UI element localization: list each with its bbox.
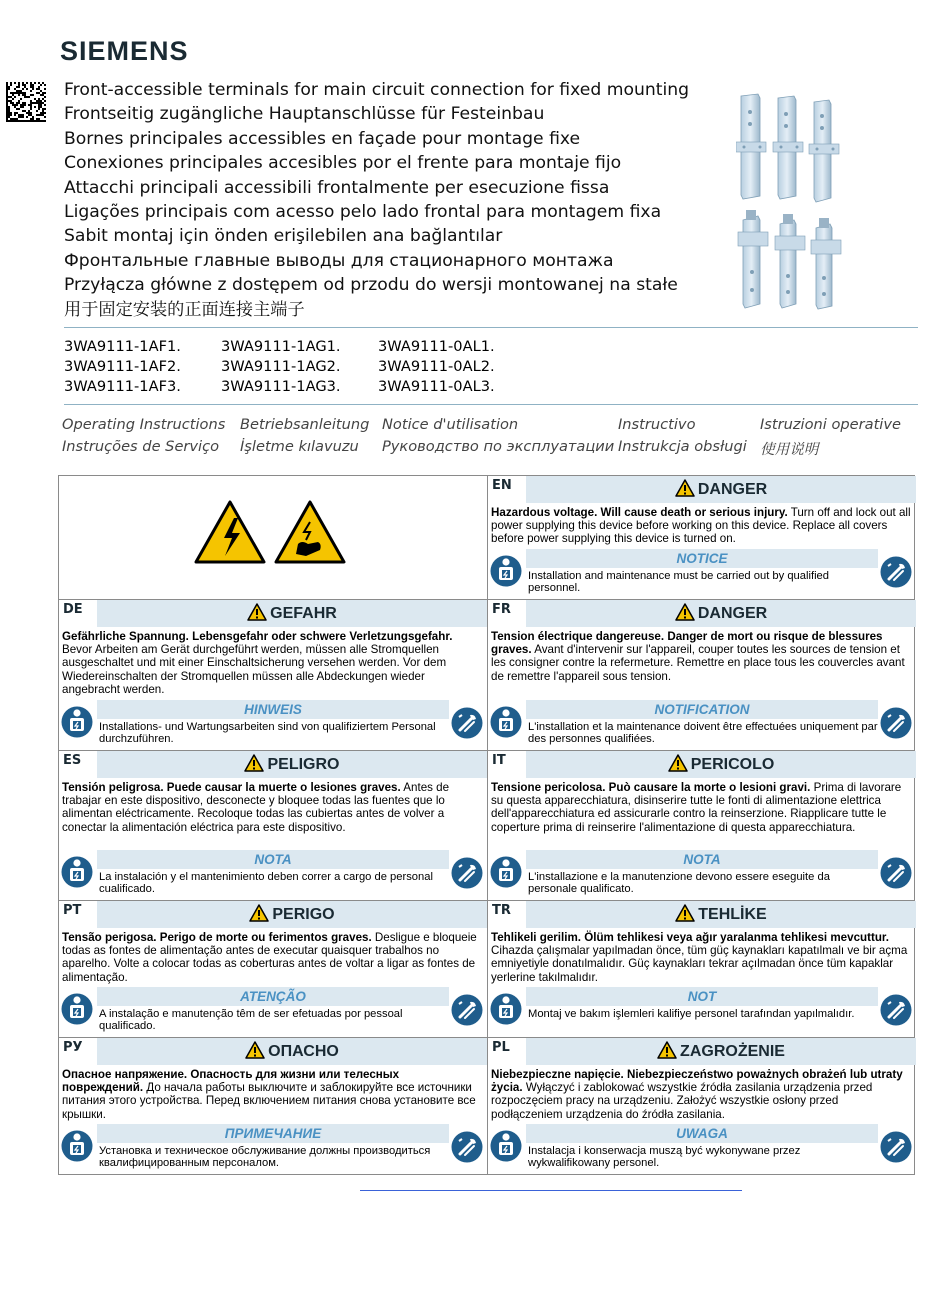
notice-text: Montaj ve bakım işlemleri kalifiye personel tarafından yapılmalıdır. <box>528 1008 855 1020</box>
hazard-statement: Tensión peligrosa. Puede causar la muerte o lesiones graves. <box>62 781 401 794</box>
article-number: 3WA9111-0AL3. <box>378 378 495 395</box>
language-code: TR <box>492 903 511 918</box>
hazard-instructions: Avant d'intervenir sur l'appareil, couper toutes les sources de tension et les consigner contre la refermeture. Remettre en place tous les couvercles avant de remettre l'appareil sous tension. <box>491 643 905 683</box>
article-number: 3WA9111-1AG3. <box>221 378 341 395</box>
notice-text: La instalación y el mantenimiento deben correr a cargo de personal cualificado. <box>99 871 433 896</box>
instruction-label: Instructivo <box>618 416 696 433</box>
hazard-instructions: Wyłączyć i zablokować wszystkie źródła zasilania urządzenia przed rozpoczęciem pracy na urządzeniu. Założyć wszystkie osłony przed podłączeniem urządzenia do źródła zasilania. <box>491 1081 873 1121</box>
terminal-product-illustration <box>736 92 846 310</box>
qualified-personnel-icon <box>490 991 522 1027</box>
signal-word-header <box>97 600 487 627</box>
hazard-text <box>62 931 483 984</box>
signal-word-header <box>97 901 487 928</box>
hazard-instructions: Turn off and lock out all power supplying this device before working on this device. Replace all covers before power supplying this device is turned on. <box>491 506 911 546</box>
signal-word: ОПАСНО <box>268 1043 339 1060</box>
notice-text: Installation and maintenance must be carried out by qualified personnel. <box>528 570 830 595</box>
notice-row <box>488 700 916 745</box>
hazard-text <box>62 781 483 834</box>
qualified-personnel-icon <box>490 704 522 740</box>
notice-header: HINWEIS <box>97 700 449 719</box>
maintenance-tool-icon <box>451 994 483 1026</box>
maintenance-tool-icon <box>451 707 483 739</box>
signal-word-header <box>97 1038 487 1065</box>
signal-word: PELIGRO <box>267 756 340 773</box>
signal-word-header <box>526 751 916 778</box>
qualified-personnel-icon <box>490 1128 522 1164</box>
hazard-statement: Tension électrique dangereuse. Danger de mort ou risque de blessures graves. <box>491 630 883 657</box>
notice-row <box>488 987 916 1032</box>
language-code: ES <box>63 753 82 768</box>
safety-cell-pl <box>488 1038 916 1174</box>
notice-row <box>59 987 487 1032</box>
safety-cell-pt <box>59 901 487 1037</box>
qualified-personnel-icon <box>61 854 93 890</box>
notice-row <box>59 1124 487 1169</box>
notice-header: NOTA <box>526 850 878 869</box>
notice-row <box>488 549 916 594</box>
warning-triangle-icon <box>245 1041 265 1059</box>
warning-triangle-icon <box>675 479 695 497</box>
warning-triangle-icon <box>249 904 269 922</box>
maintenance-tool-icon <box>880 707 912 739</box>
maintenance-tool-icon <box>451 1131 483 1163</box>
signal-word: PERIGO <box>272 906 335 923</box>
title-zh: 用于固定安装的正面连接主端子 <box>64 299 305 320</box>
title-ru: Фронтальные главные выводы для стационарного монтажа <box>64 250 614 271</box>
maintenance-tool-icon <box>451 857 483 889</box>
warning-symbols-cell <box>59 476 487 599</box>
signal-word: PERICOLO <box>690 756 775 773</box>
hazard-text <box>491 506 912 546</box>
language-code: DE <box>63 602 83 617</box>
language-code: EN <box>492 478 512 493</box>
safety-cell-en <box>488 476 916 599</box>
article-number: 3WA9111-1AG1. <box>221 338 341 355</box>
hazard-statement: Tensione pericolosa. Può causare la morte o lesioni gravi. <box>491 781 811 794</box>
instruction-label: İşletme kılavuzu <box>240 438 359 455</box>
qualified-personnel-icon <box>61 704 93 740</box>
language-code: IT <box>492 753 506 768</box>
warning-triangle-icon <box>675 603 695 621</box>
safety-notice-table <box>58 475 915 1175</box>
instruction-label: Instruções de Serviço <box>62 438 220 455</box>
signal-word: ZAGROŻENIE <box>680 1043 785 1060</box>
title-pt: Ligações principais com acesso pelo lado frontal para montagem fixa <box>64 202 662 223</box>
warning-triangle-icon <box>668 754 688 772</box>
instruction-label: Istruzioni operative <box>760 416 901 433</box>
product-title-list <box>64 78 689 322</box>
title-it: Attacchi principali accessibili frontalmente per esecuzione fissa <box>64 177 610 198</box>
safety-cell-fr <box>488 600 916 750</box>
instruction-label: Руководство по эксплуатации <box>382 438 615 455</box>
divider <box>64 327 918 328</box>
instruction-label: Notice d'utilisation <box>382 416 519 433</box>
electrical-hazard-warning-icon <box>194 500 346 564</box>
safety-cell-de <box>59 600 487 750</box>
hazard-statement: Niebezpieczne napięcie. Niebezpieczeństwo poważnych obrażeń lub utraty życia. <box>491 1068 903 1095</box>
article-number: 3WA9111-1AF2. <box>64 358 181 375</box>
signal-word: TEHLİKE <box>698 906 767 923</box>
notice-row <box>59 850 487 895</box>
signal-word-header <box>526 901 916 928</box>
notice-text: A instalação e manutenção têm de ser efetuadas por pessoal qualificado. <box>99 1008 403 1033</box>
hazard-statement: Опасное напряжение. Опасность для жизни или телесных повреждений. <box>62 1068 400 1095</box>
title-fr: Bornes principales accessibles en façade pour montage fixe <box>64 128 581 149</box>
warning-triangle-icon <box>247 603 267 621</box>
title-tr: Sabit montaj için önden erişilebilen ana bağlantılar <box>64 226 503 247</box>
hazard-statement: Tensão perigosa. Perigo de morte ou ferimentos graves. <box>62 931 372 944</box>
hazard-instructions: Antes de trabajar en este dispositivo, desconecte y bloquee todas las fuentes que lo alimentan eléctricamente. Recoloque todas las cubiertas antes de volver a conectar la alimentación eléctrica para este dispositivo. <box>62 781 450 834</box>
hazard-instructions: Desligue e bloqueie todas as fontes de alimentação antes de executar quaisquer trabalhos no aparelho. Volte a colocar todas as coberturas antes de voltar a ligar as fontes de alimentação. <box>62 931 477 984</box>
hazard-statement: Hazardous voltage. Will cause death or serious injury. <box>491 506 788 519</box>
warning-triangle-icon <box>675 904 695 922</box>
notice-header: NOTIFICATION <box>526 700 878 719</box>
hazard-text <box>491 781 912 834</box>
instruction-label: Instrukcja obsługi <box>618 438 747 455</box>
hazard-instructions: Prima di lavorare su questa apparecchiatura, disinserire tutte le fonti di alimentazione elettrica dell'apparecchiatura ed assicurarle contro la reinserzione. Riapplicare tutte le coperture prima di reinserire l'alimentazione di questa apparecchiatura. <box>491 781 902 834</box>
notice-header: ПРИМЕЧАНИЕ <box>97 1124 449 1143</box>
notice-row <box>59 700 487 745</box>
maintenance-tool-icon <box>880 556 912 588</box>
maintenance-tool-icon <box>880 857 912 889</box>
signal-word-header <box>526 476 916 503</box>
language-code: PL <box>492 1040 510 1055</box>
article-number: 3WA9111-0AL2. <box>378 358 495 375</box>
notice-header: UWAGA <box>526 1124 878 1143</box>
notice-text: Installations- und Wartungsarbeiten sind von qualifiziertem Personal durchzuführen. <box>99 721 436 746</box>
article-number: 3WA9111-0AL1. <box>378 338 495 355</box>
safety-cell-es <box>59 751 487 900</box>
notice-header: NOTICE <box>526 549 878 568</box>
maintenance-tool-icon <box>880 1131 912 1163</box>
hazard-instructions: Bevor Arbeiten am Gerät durchgeführt werden, müssen alle Stromquellen ausgeschaltet und mit einer Einschaltsicherung versehen werden. Vor dem Wiedereinschalten der Stromquellen müssen alle Abdeckungen wieder angebracht werden. <box>62 643 447 696</box>
signal-word-header <box>526 1038 916 1065</box>
notice-text: L'installazione e la manutenzione devono essere eseguite da personale qualificato. <box>528 871 830 896</box>
notice-row <box>488 1124 916 1169</box>
hazard-text <box>62 630 483 696</box>
hazard-statement: Tehlikeli gerilim. Ölüm tehlikesi veya ağır yaralanma tehlikesi mevcuttur. <box>491 931 890 944</box>
warning-triangle-icon <box>657 1041 677 1059</box>
qualified-personnel-icon <box>61 1128 93 1164</box>
maintenance-tool-icon <box>880 994 912 1026</box>
qualified-personnel-icon <box>61 991 93 1027</box>
warning-triangle-icon <box>244 754 264 772</box>
signal-word: DANGER <box>697 481 768 498</box>
notice-text: L'installation et la maintenance doivent être effectuées uniquement par des personnes qualifiées. <box>528 721 878 746</box>
title-pl: Przyłącza główne z dostępem od przodu do wersji montowanej na stałe <box>64 275 678 296</box>
title-en: Front-accessible terminals for main circuit connection for fixed mounting <box>64 80 690 100</box>
signal-word-header <box>526 600 916 627</box>
article-number: 3WA9111-1AF3. <box>64 378 181 395</box>
notice-header: NOT <box>526 987 878 1006</box>
hazard-text <box>491 630 912 683</box>
title-es: Conexiones principales accesibles por el frente para montaje fijo <box>64 153 622 174</box>
hazard-instructions: До начала работы выключите и заблокируйте все источники питания этого устройства. Перед включением питания снова установите все крышки. <box>62 1081 476 1121</box>
instruction-label: 使用说明 <box>760 441 819 458</box>
hazard-text <box>62 1068 483 1121</box>
article-number-grid <box>64 338 535 395</box>
footer-rule <box>360 1190 742 1191</box>
qualified-personnel-icon <box>490 854 522 890</box>
safety-cell-ru <box>59 1038 487 1174</box>
safety-cell-tr <box>488 901 916 1037</box>
signal-word-header <box>97 751 487 778</box>
hazard-statement: Gefährliche Spannung. Lebensgefahr oder schwere Verletzungsgefahr. <box>62 630 453 643</box>
hazard-instructions: Cihazda çalışmalar yapılmadan önce, tüm güç kaynakları kapatılmalı ve bir açma emniyetiyle donatılmalıdır. Güç kaynakları tekrar açılmadan önce tüm kapaklar yerlerine takılmalıdır. <box>491 944 908 984</box>
notice-text: Instalacja i konserwacja muszą być wykonywane przez wykwalifikowany personel. <box>528 1145 801 1170</box>
language-code: PT <box>63 903 82 918</box>
instruction-label: Betriebsanleitung <box>240 416 370 433</box>
safety-cell-it <box>488 751 916 900</box>
title-de: Frontseitig zugängliche Hauptanschlüsse für Festeinbau <box>64 104 545 125</box>
notice-text: Установка и техническое обслуживание должны производиться квалифицированным персоналом. <box>99 1145 431 1170</box>
language-code: FR <box>492 602 511 617</box>
qualified-personnel-icon <box>490 553 522 589</box>
datamatrix-code-icon <box>6 82 46 122</box>
hazard-text <box>491 1068 912 1121</box>
notice-header: ATENÇÃO <box>97 987 449 1006</box>
article-number: 3WA9111-1AG2. <box>221 358 341 375</box>
language-code: РУ <box>63 1040 83 1055</box>
divider <box>64 404 918 405</box>
hazard-text <box>491 931 912 984</box>
article-number: 3WA9111-1AF1. <box>64 338 181 355</box>
instruction-label: Operating Instructions <box>62 416 226 433</box>
siemens-logo: SIEMENS <box>60 36 189 66</box>
notice-row <box>488 850 916 895</box>
signal-word: DANGER <box>697 605 768 622</box>
notice-header: NOTA <box>97 850 449 869</box>
signal-word: GEFAHR <box>270 605 337 622</box>
